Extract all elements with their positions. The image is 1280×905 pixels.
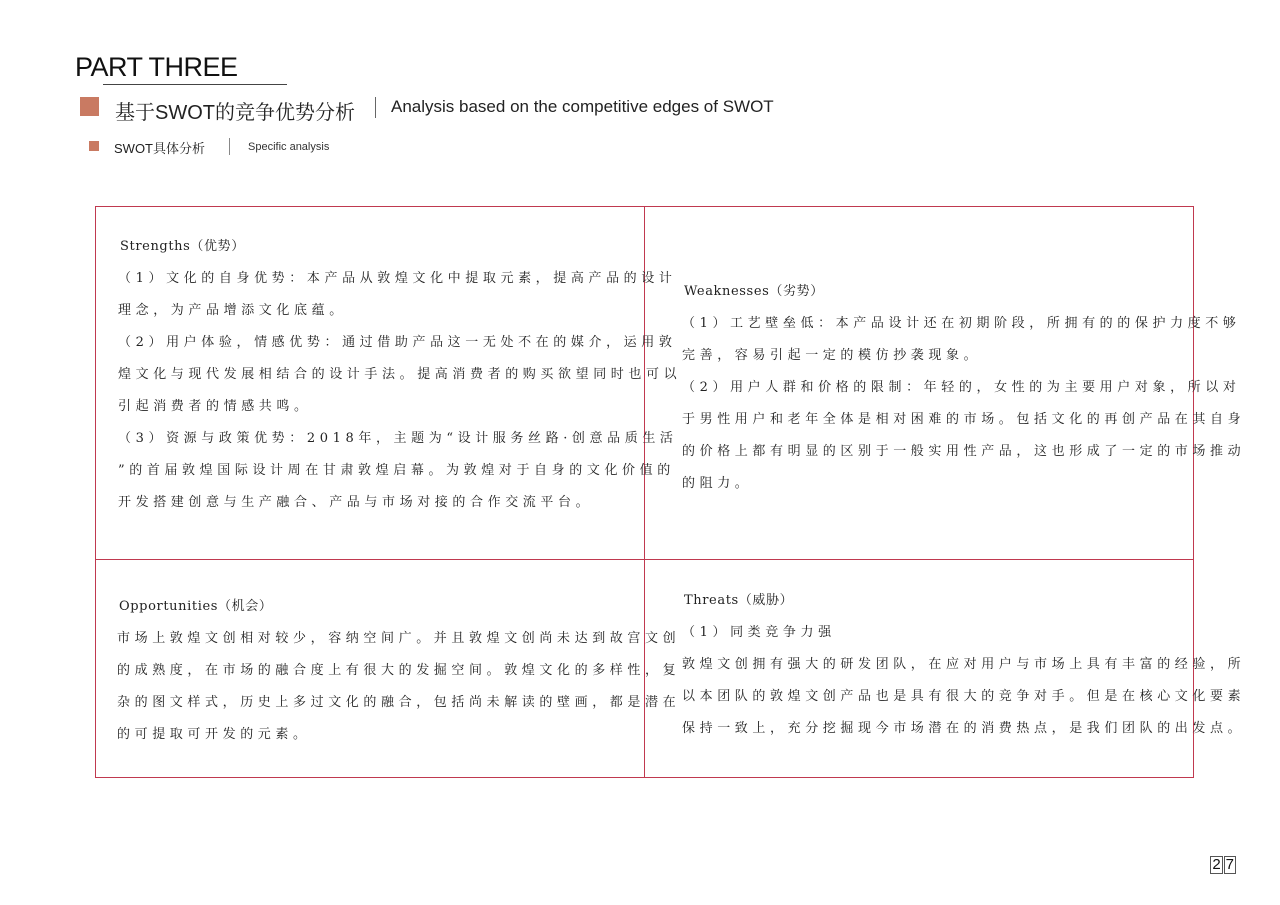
page-digit: 2: [1212, 856, 1221, 873]
section-square-icon: [80, 97, 99, 116]
section-title-cn: 基于SWOT的竞争优势分析: [115, 102, 355, 124]
strengths-text-line: （1）文化的自身优势：本产品从敦煌文化中提取元素，提高产品的设计: [118, 271, 677, 286]
strengths-text-line: （2）用户体验，情感优势：通过借助产品这一无处不在的媒介，运用敦: [118, 335, 677, 350]
part-heading: PART THREE: [75, 52, 238, 82]
weaknesses-text-line: 完善，容易引起一定的模仿抄袭现象。: [682, 348, 982, 363]
strengths-text-line: 煌文化与现代发展相结合的设计手法。提高消费者的购买欲望同时也可以: [118, 367, 682, 382]
threats-title: Threats（威胁）: [684, 593, 794, 608]
threats-text-line: 保持一致上，充分挖掘现今市场潜在的消费热点，是我们团队的出发点。: [682, 721, 1246, 736]
strengths-text-line: ”的首届敦煌国际设计周在甘肃敦煌启幕。为敦煌对于自身的文化价值的: [118, 463, 675, 478]
weaknesses-text-line: （2）用户人群和价格的限制：年轻的，女性的为主要用户对象，所以对: [682, 380, 1241, 395]
threats-text-line: 敦煌文创拥有强大的研发团队，在应对用户与市场上具有丰富的经验，所: [682, 657, 1246, 672]
weaknesses-text-line: 于男性用户和老年全体是相对困难的市场。包括文化的再创产品在其自身: [682, 412, 1246, 427]
opportunities-title: Opportunities（机会）: [119, 599, 273, 614]
subsection-square-icon: [89, 141, 99, 151]
strengths-text-line: （3）资源与政策优势：2018年，主题为“设计服务丝路·创意品质生活: [118, 431, 678, 446]
weaknesses-text-line: 的价格上都有明显的区别于一般实用性产品，这也形成了一定的市场推动: [682, 444, 1246, 459]
threats-text-line: （1）同类竞争力强: [682, 625, 836, 640]
divider: [375, 97, 376, 118]
weaknesses-title: Weaknesses（劣势）: [684, 284, 824, 299]
page-number: [1210, 856, 1236, 874]
opportunities-text-line: 的可提取可开发的元素。: [117, 727, 311, 742]
section-title-en: Analysis based on the competitive edges of SWOT: [391, 97, 774, 116]
strengths-text-line: 理念，为产品增添文化底蕴。: [118, 303, 347, 318]
opportunities-text-line: 市场上敦煌文创相对较少，容纳空间广。并且敦煌文创尚未达到故宫文创: [117, 631, 681, 646]
threats-text-line: 以本团队的敦煌文创产品也是具有很大的竞争对手。但是在核心文化要素: [682, 689, 1246, 704]
opportunities-text-line: 的成熟度，在市场的融合度上有很大的发掘空间。敦煌文化的多样性，复: [117, 663, 681, 678]
strengths-text-line: 引起消费者的情感共鸣。: [118, 399, 312, 414]
subsection-title-cn: SWOT具体分析: [114, 141, 205, 156]
divider: [229, 138, 230, 155]
weaknesses-text-line: 的阻力。: [682, 476, 753, 491]
subsection-title-en: Specific analysis: [248, 141, 330, 153]
weaknesses-text-line: （1）工艺壁垒低：本产品设计还在初期阶段，所拥有的的保护力度不够: [682, 316, 1241, 331]
heading-underline: [103, 84, 287, 85]
opportunities-text-line: 杂的图文样式，历史上多过文化的融合，包括尚未解读的壁画，都是潜在: [117, 695, 681, 710]
strengths-title: Strengths（优势）: [120, 239, 245, 254]
strengths-text-line: 开发搭建创意与生产融合、产品与市场对接的合作交流平台。: [118, 495, 594, 510]
page-digit: 7: [1225, 856, 1234, 873]
